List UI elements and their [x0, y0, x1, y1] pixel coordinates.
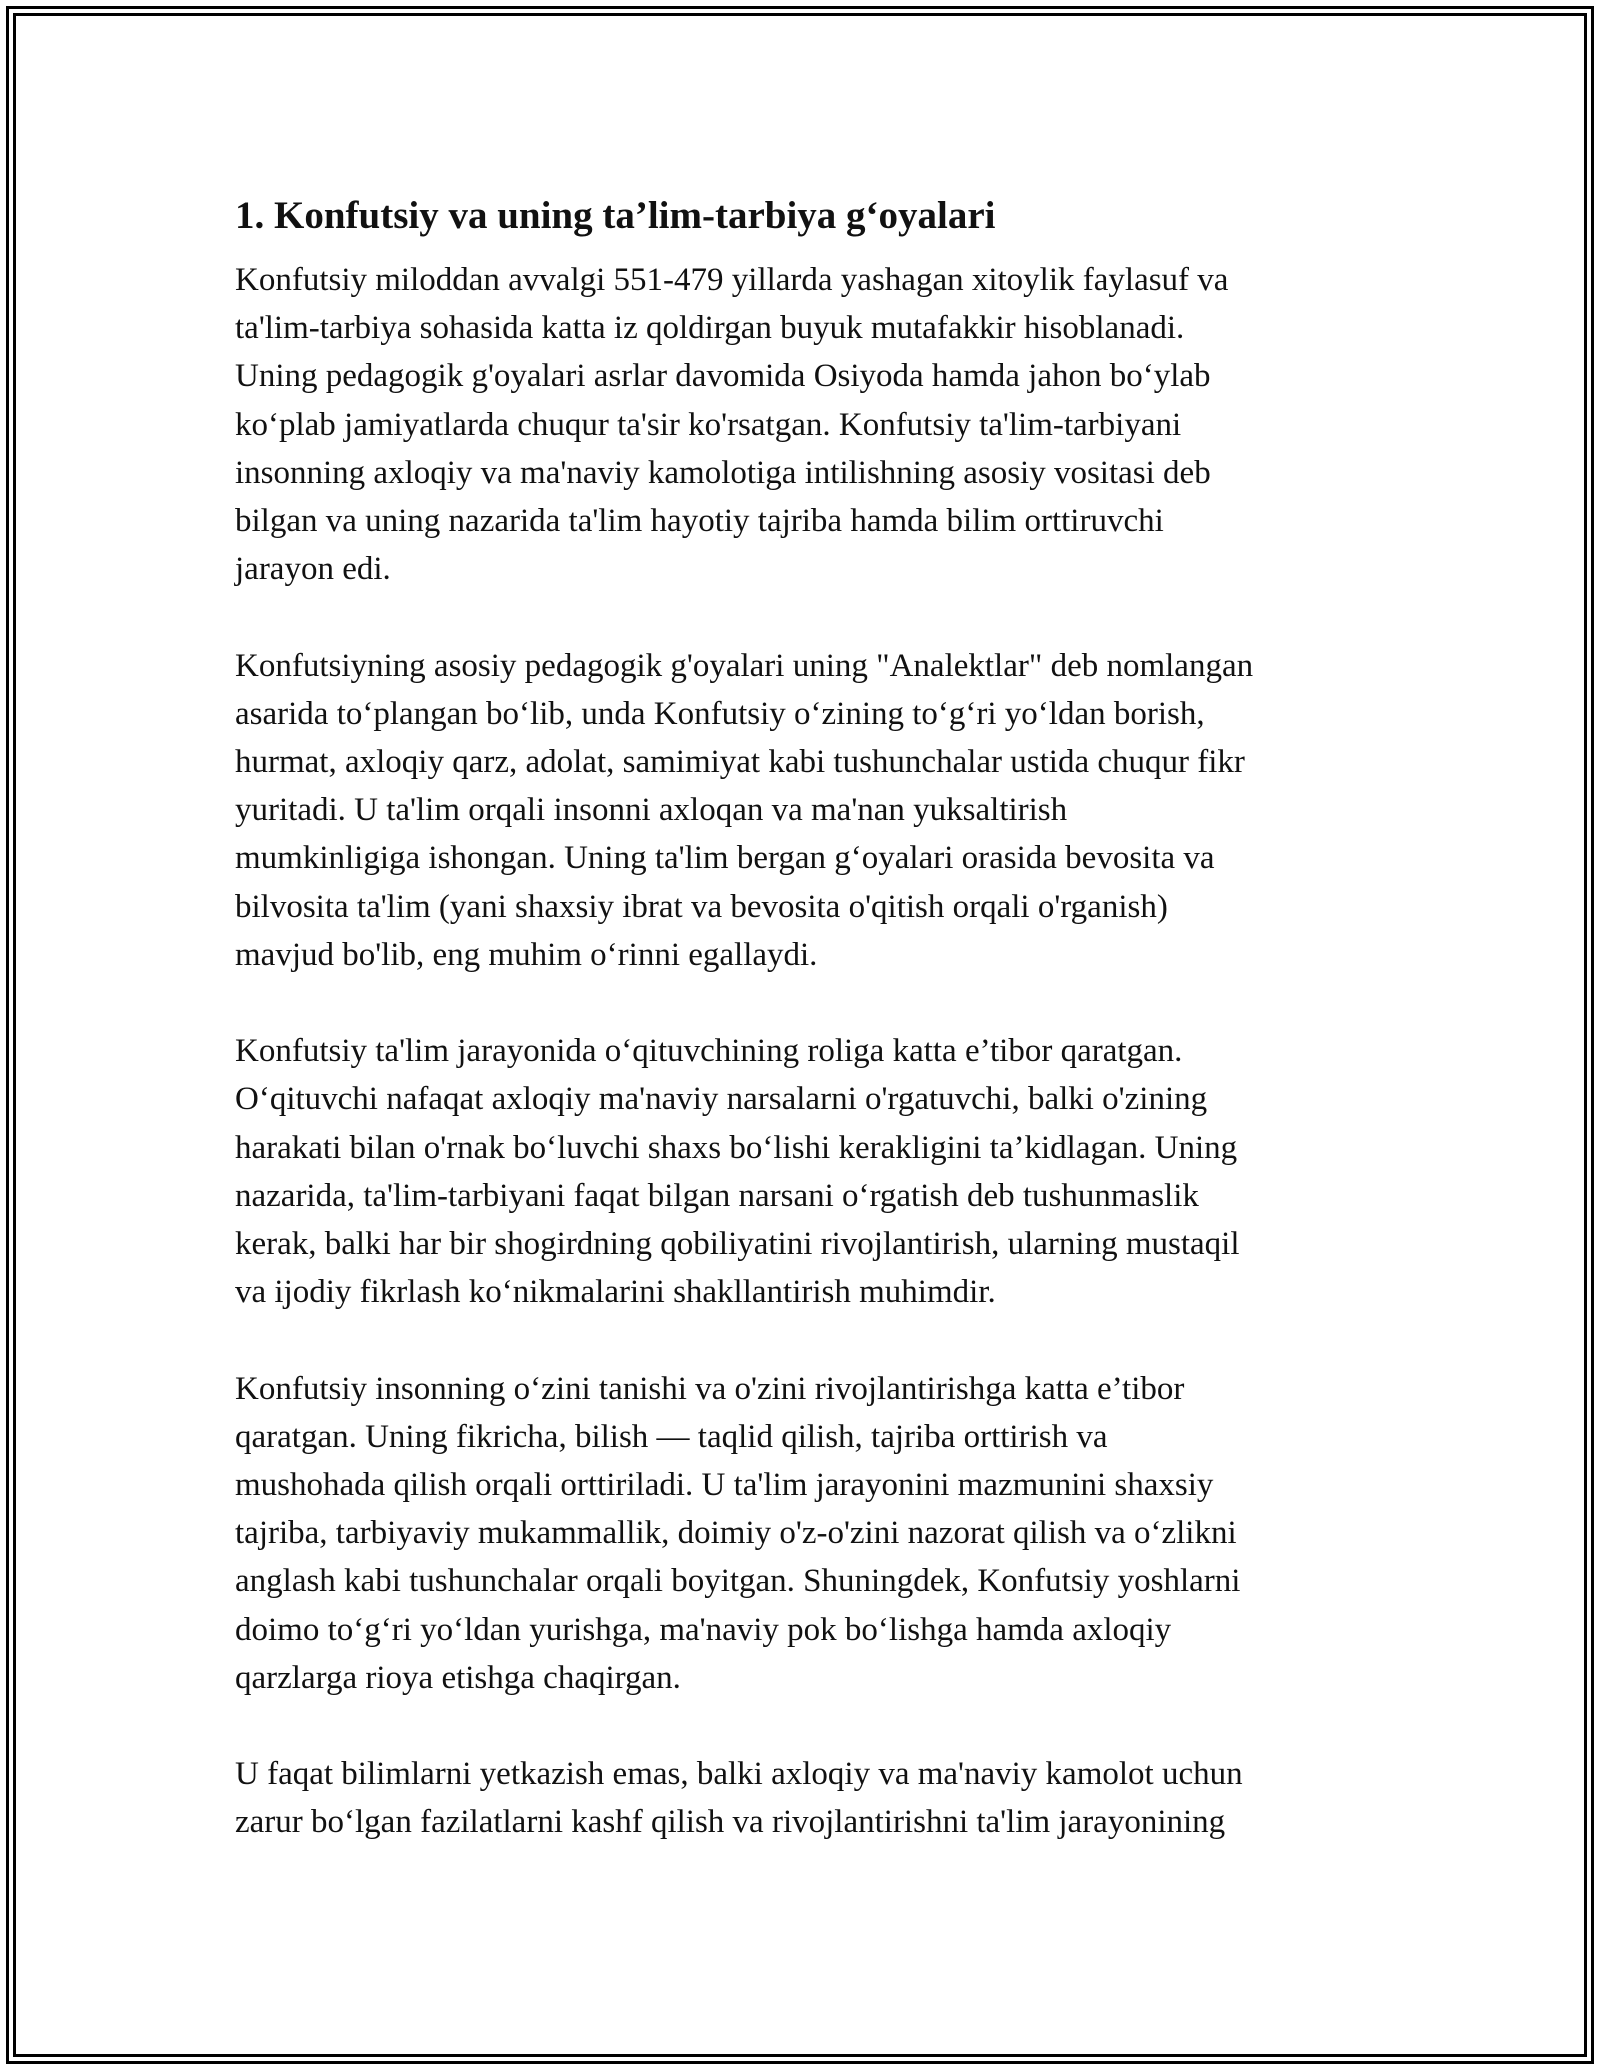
text-line: doimo to‘g‘ri yo‘ldan yurishga, ma'naviy pok bo‘lishga hamda axloqiy: [235, 1611, 1172, 1648]
text-line: mushohada qilish orqali orttiriladi. U ta'lim jarayonini mazmunini shaxsiy: [235, 1467, 1214, 1504]
text-line: U faqat bilimlarni yetkazish emas, balki axloqiy va ma'naviy kamolot uchun: [235, 1756, 1243, 1793]
text-line: jarayon edi.: [235, 551, 391, 588]
text-line: tajriba, tarbiyaviy mukammallik, doimiy o'z-o'zini nazorat qilish va o‘zlikni: [235, 1515, 1237, 1552]
text-line: asarida to‘plangan bo‘lib, unda Konfutsiy o‘zining to‘g‘ri yo‘ldan borish,: [235, 695, 1205, 732]
paragraph-4: [235, 1365, 1385, 1702]
text-line: qarzlarga rioya etishga chaqirgan.: [235, 1659, 681, 1696]
text-line: anglash kabi tushunchalar orqali boyitgan. Shuningdek, Konfutsiy yoshlarni: [235, 1563, 1241, 1600]
paragraph-3: [235, 1027, 1385, 1316]
paragraph-5: [235, 1750, 1385, 1846]
text-line: Konfutsiyning asosiy pedagogik g'oyalari uning "Analektlar" deb nomlangan: [235, 647, 1254, 684]
text-line: insonning axloqiy va ma'naviy kamolotiga intilishning asosiy vositasi deb: [235, 454, 1211, 491]
text-line: hurmat, axloqiy qarz, adolat, samimiyat kabi tushunchalar ustida chuqur fikr: [235, 744, 1245, 781]
text-line: ko‘plab jamiyatlarda chuqur ta'sir ko'rsatgan. Konfutsiy ta'lim-tarbiyani: [235, 406, 1182, 443]
text-line: zarur bo‘lgan fazilatlarni kashf qilish va rivojlantirishni ta'lim jarayonining: [235, 1804, 1226, 1841]
text-line: bilgan va uning nazarida ta'lim hayotiy tajriba hamda bilim orttiruvchi: [235, 503, 1164, 540]
text-line: mavjud bo'lib, eng muhim o‘rinni egallaydi.: [235, 936, 818, 973]
text-line: Konfutsiy insonning o‘zini tanishi va o'zini rivojlantirishga katta e’tibor: [235, 1370, 1185, 1407]
document-body: [235, 188, 1385, 1895]
text-line: yuritadi. U ta'lim orqali insonni axloqan va ma'nan yuksaltirish: [235, 792, 1068, 829]
section-title: 1. Konfutsiy va uning ta’lim-tarbiya g‘oyalari: [235, 194, 996, 237]
text-line: nazarida, ta'lim-tarbiyani faqat bilgan narsani o‘rgatish deb tushunmaslik: [235, 1177, 1199, 1214]
text-line: va ijodiy fikrlash ko‘nikmalarini shakllantirish muhimdir.: [235, 1274, 996, 1311]
text-line: Konfutsiy miloddan avvalgi 551-479 yillarda yashagan xitoylik faylasuf va: [235, 262, 1229, 298]
paragraph-1: [235, 256, 1385, 593]
text-line: bilvosita ta'lim (yani shaxsiy ibrat va bevosita o'qitish orqali o'rganish): [235, 888, 1168, 925]
text-line: mumkinligiga ishongan. Uning ta'lim bergan g‘oyalari orasida bevosita va: [235, 840, 1215, 877]
paragraph-2: [235, 642, 1385, 979]
text-line: harakati bilan o'rnak bo‘luvchi shaxs bo‘lishi kerakligini ta’kidlagan. Uning: [235, 1129, 1238, 1166]
text-line: O‘qituvchi nafaqat axloqiy ma'naviy narsalarni o'rgatuvchi, balki o'zining: [235, 1081, 1208, 1118]
text-line: Uning pedagogik g'oyalari asrlar davomida Osiyoda hamda jahon bo‘ylab: [235, 358, 1211, 395]
text-line: kerak, balki har bir shogirdning qobiliyatini rivojlantirish, ularning mustaqil: [235, 1226, 1240, 1263]
text-line: qaratgan. Uning fikricha, bilish — taqlid qilish, tajriba orttirish va: [235, 1418, 1108, 1455]
text-line: Konfutsiy ta'lim jarayonida o‘qituvchining roliga katta e’tibor qaratgan.: [235, 1033, 1183, 1070]
text-line: ta'lim-tarbiya sohasida katta iz qoldirgan buyuk mutafakkir hisoblanadi.: [235, 310, 1185, 347]
